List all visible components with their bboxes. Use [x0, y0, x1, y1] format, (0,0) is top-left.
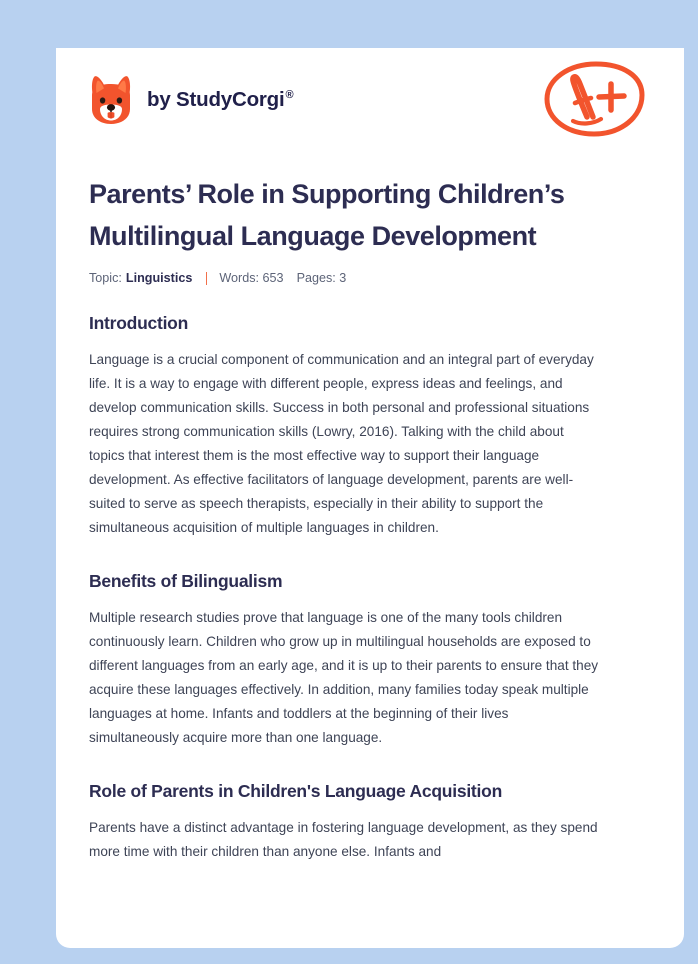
topic-value-link[interactable]: Linguistics	[125, 271, 193, 285]
section-paragraph: Parents have a distinct advantage in fostering language development, as they spend more time with their children than anyone else. Infants and	[89, 820, 598, 859]
document-sheet	[56, 48, 684, 948]
document-header	[56, 48, 684, 152]
registered-trademark-icon: ®	[285, 89, 294, 102]
document-meta	[89, 271, 651, 285]
brand-name: StudyCorgi	[176, 88, 285, 111]
a-plus-grade-badge-icon	[541, 59, 649, 141]
corgi-logo-icon	[89, 75, 133, 125]
word-count: Words: 653	[219, 271, 284, 285]
section-paragraph: Multiple research studies prove that language is one of the many tools children continuously learn. Children who grow up in multilingual households are exposed to different languages from an early age, and it is up to their parents to ensure that they acquire these languages effectively. In addition, many families today speak multiple languages at home. Infants and toddlers at the beginning of their lives simultaneously acquire more than one language.	[89, 610, 599, 745]
section-heading-benefits-of-bilingualism: Benefits of Bilingualism	[89, 571, 283, 591]
brand-wordmark	[147, 88, 293, 112]
topic-label: Topic:	[89, 271, 122, 285]
page-title: Parents’ Role in Supporting Children’s Multilingual Language Development	[89, 179, 565, 251]
section-paragraph: Language is a crucial component of communication and an integral part of everyday life. It is a way to engage with different people, express ideas and feelings, and develop communication skills. Success in both personal and professional situations requires strong communication skills (Lowry, 2016). Talking with the child about topics that interest them is the most effective way to support their language development. As effective facilitators of language development, parents are well-suited to serve as speech therapists, especially in their ability to support the simultaneous acquisition of multiple languages in children.	[89, 352, 594, 535]
section-heading-role-of-parents: Role of Parents in Children's Language Acquisition	[89, 781, 503, 801]
studycorgi-brand[interactable]	[89, 75, 293, 125]
section-heading-introduction: Introduction	[89, 313, 189, 333]
page-count: Pages: 3	[296, 271, 347, 285]
brand-prefix: by	[147, 88, 177, 111]
meta-separator	[206, 272, 207, 285]
document-body	[56, 152, 684, 864]
